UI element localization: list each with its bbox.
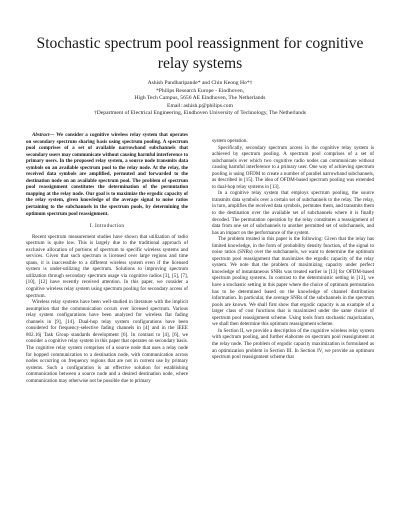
right-column <box>212 138 374 361</box>
author-email: Email: ashish.p@philips.com <box>167 102 233 109</box>
paragraph: system operation. <box>212 138 248 144</box>
author-names: Ashish Pandharipande* and Chin Keong Ho*† <box>147 80 253 86</box>
affiliation-1: *Philips Research Europe - Eindhoven, <box>155 87 245 94</box>
affiliation-2: †Department of Electrical Engineering, Eindhoven University of Technology, The Netherlands <box>93 110 306 116</box>
author-block <box>40 80 360 118</box>
abstract-text: We consider a cognitive wireless relay system that operates on secondary spectrum sharing basis using spectrum pooling. A spectrum pool comprises of a set of available narrowband subchannels that secondary users may communicate without causing harmful interference to primary users. In the proposed relay system, a source node transmits data symbols on an available spectrum pool to the relay node. At the relay, the received data symbols are amplified, permuted and forwarded to the destination node on an available spectrum pool. The problem of spectrum pool reassignment constitutes the determination of the permutation mapping at the relay node. Our goal is to maximize the ergodic capacity of the relay system, given knowledge of the average signal to noise ratios pertaining to the subchannels in the spectrum pools, by determining the optimum spectrum pool reassignment. <box>26 132 189 217</box>
paragraph: Specifically, secondary spectrum access in the cognitive relay system is achieved by spectrum pooling. A spectrum pool comprises of a set of subchannels over which two cognitive radio nodes can communicate without causing harmful interference to a primary user. One way of achieving spectrum pooling is using OFDM to create a number of parallel narrowband subchannels, as described in [15]. The idea of OFDM-based spectrum pooling was extended to dual-hop relay systems in [13]. <box>212 144 374 190</box>
paragraph: The problem treated in this paper is the following: Given that the relay has limited knowledge, in the form of probability density function, of the signal to noise ratios (SNRs) over the subchannels, we want to determine the optimum spectrum pool reassignment that maximizes the ergodic capacity of the relay system. We note that the problem of maximizing capacity under perfect knowledge of instantaneous SNRs was treated earlier in [13] for OFDM-based spectrum pooling systems. In contrast to the deterministic setting in [13], we have a stochastic setting in this paper where the choice of optimum permutation has to be determined based on the knowledge of channel distribution information. In particular, the average SNRs of the subchannels in the spectrum pools are known. We shall first show that ergodic capacity is an example of a larger class of cost functions that is maximized under the same choice of spectrum pool reassignment scheme. Using tools from stochastic majorization, we shall then determine this optimum reassignment scheme. <box>212 236 374 328</box>
section-heading-introduction: I. Introduction <box>89 223 125 230</box>
paragraph: Wireless relay systems have been well-studied in literature with the implicit assumption that the communication occurs over licensed spectrum. Various relay system configurations have been analyzed for wireless flat fading channels in [9], [14]. Dual-hop relay system configurations have been considered for frequency-selective fading channels in [4] and in the IEEE 802.16j Task Group standards development [6]. In contrast to [4], [6], we consider a cognitive relay system in this paper that operates on secondary basis. The cognitive relay system comprises of a source node that uses a relay node for hopped communication to a destination node, with communication across nodes occurring on frequency regions that are not in current use by primary systems. Such a configuration is an effective solution for establishing communication between a source node and a desired destination node, where communication may otherwise not be possible due to primary <box>26 299 188 384</box>
affiliation-address: High Tech Campus, 5656 AE Eindhoven, The Netherlands <box>134 95 266 101</box>
paper-title: Stochastic spectrum pool reassignment for cognitive relay systems <box>36 35 364 72</box>
abstract-label: Abstract— <box>32 132 55 138</box>
paragraph: In a cognitive relay system that employs spectrum pooling, the source transmits data symbols over a certain set of subchannels to the relay. The relay, in turn, amplifies the received data symbols, permutes them, and transmits them to the destination over the available set of subchannels where it is finally decoded. The permutation operation by the relay constitutes a reassignment of data from one set of subchannels to another permitted set of subchannels, and has an impact on the performance of the system. <box>212 190 374 236</box>
paragraph: In Section II, we provide a description of the cognitive wireless relay system with spectrum pooling, and further elaborate on spectrum pool reassignment at the relay node. The problem of ergodic capacity maximization is formulated as an optimization problem in Section III. In Section IV, we provide an optimum spectrum pool reassignment scheme that <box>212 327 374 361</box>
paragraph: Recent spectrum measurement studies have shown that utilization of radio spectrum is quite low. This is largely due to the traditional approach of exclusive allocation of portions of spectrum to specific wireless systems and services. Given that such spectrum is licensed over large regions and time spans, it is inaccessible to a different wireless system even if the licensed system is under-utilizing the spectrum. Solutions to improving spectrum utilization through secondary spectrum usage via cognitive radios [3], [5], [7], [10], [12] have recently received attention. In this paper, we consider a cognitive wireless relay system using spectrum pooling for secondary access of spectrum. <box>26 233 188 299</box>
left-column <box>26 132 188 384</box>
abstract <box>26 132 188 217</box>
